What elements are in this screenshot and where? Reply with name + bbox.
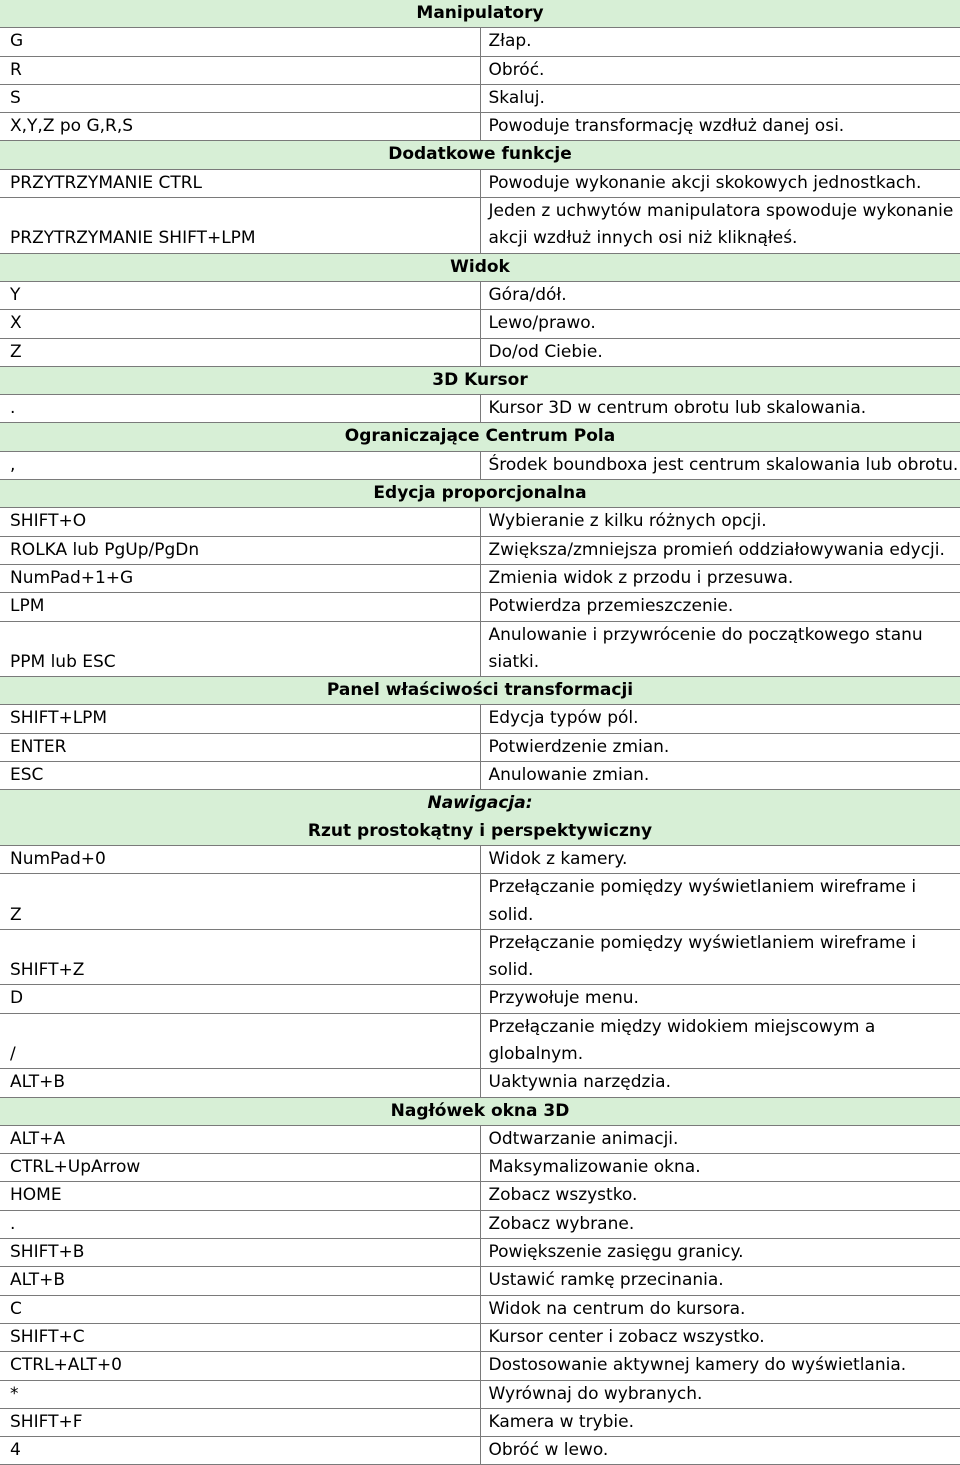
shortcut-description: Anulowanie zmian. xyxy=(480,762,960,790)
shortcut-key: * xyxy=(0,1380,480,1408)
shortcut-key: 4 xyxy=(0,1437,480,1465)
shortcut-row xyxy=(0,1267,960,1295)
shortcut-description: Potwierdza przemieszczenie. xyxy=(480,593,960,621)
shortcut-key: NumPad+0 xyxy=(0,845,480,873)
shortcut-description: Widok z kamery. xyxy=(480,845,960,873)
shortcut-description: Zmienia widok z przodu i przesuwa. xyxy=(480,564,960,592)
shortcut-row xyxy=(0,705,960,733)
section-title: Dodatkowe funkcje xyxy=(0,141,960,169)
shortcut-description: Anulowanie i przywrócenie do początkowego stanu siatki. xyxy=(480,621,960,677)
section-header-row xyxy=(0,366,960,394)
shortcut-row xyxy=(0,985,960,1013)
shortcut-description: Kursor 3D w centrum obrotu lub skalowania. xyxy=(480,395,960,423)
shortcut-row xyxy=(0,1437,960,1465)
shortcut-description: Wyrównaj do wybranych. xyxy=(480,1380,960,1408)
section-title: 3D Kursor xyxy=(0,366,960,394)
shortcut-row xyxy=(0,113,960,141)
shortcut-description: Obróć. xyxy=(480,56,960,84)
shortcut-row xyxy=(0,169,960,197)
shortcut-description: Zwiększa/zmniejsza promień oddziałowywania edycji. xyxy=(480,536,960,564)
shortcut-row xyxy=(0,1323,960,1351)
shortcut-description: Powoduje wykonanie akcji skokowych jednostkach. xyxy=(480,169,960,197)
shortcut-key: SHIFT+F xyxy=(0,1408,480,1436)
shortcut-description: Zobacz wybrane. xyxy=(480,1210,960,1238)
shortcut-description: Środek boundboxa jest centrum skalowania lub obrotu. xyxy=(480,451,960,479)
shortcut-row xyxy=(0,310,960,338)
shortcut-key: ALT+B xyxy=(0,1267,480,1295)
shortcut-description: Jeden z uchwytów manipulatora spowoduje wykonanie akcji wzdłuż innych osi niż kliknąłeś. xyxy=(480,198,960,254)
shortcut-description: Skaluj. xyxy=(480,84,960,112)
shortcut-key: NumPad+1+G xyxy=(0,564,480,592)
shortcut-row xyxy=(0,1210,960,1238)
shortcut-key: ALT+B xyxy=(0,1069,480,1097)
shortcut-row xyxy=(0,1239,960,1267)
section-title: Widok xyxy=(0,253,960,281)
shortcut-row xyxy=(0,28,960,56)
shortcut-row xyxy=(0,845,960,873)
shortcut-key: SHIFT+Z xyxy=(0,929,480,985)
section-title: Manipulatory xyxy=(0,0,960,28)
shortcut-row xyxy=(0,56,960,84)
section-header-row xyxy=(0,677,960,705)
shortcut-description: Potwierdzenie zmian. xyxy=(480,733,960,761)
shortcut-description: Uaktywnia narzędzia. xyxy=(480,1069,960,1097)
section-title: Panel właściwości transformacji xyxy=(0,677,960,705)
section-header-row xyxy=(0,1097,960,1125)
shortcut-row xyxy=(0,762,960,790)
shortcut-key: X,Y,Z po G,R,S xyxy=(0,113,480,141)
shortcut-key: D xyxy=(0,985,480,1013)
shortcut-row xyxy=(0,1182,960,1210)
shortcut-row xyxy=(0,536,960,564)
shortcut-description: Przełączanie pomiędzy wyświetlaniem wireframe i solid. xyxy=(480,874,960,930)
shortcut-row xyxy=(0,281,960,309)
shortcut-key: . xyxy=(0,395,480,423)
shortcut-row xyxy=(0,508,960,536)
shortcut-row xyxy=(0,395,960,423)
shortcut-row xyxy=(0,451,960,479)
shortcut-row xyxy=(0,593,960,621)
shortcut-row xyxy=(0,1408,960,1436)
shortcut-key: R xyxy=(0,56,480,84)
shortcut-row xyxy=(0,1295,960,1323)
shortcut-row xyxy=(0,564,960,592)
shortcut-row xyxy=(0,338,960,366)
shortcut-key: , xyxy=(0,451,480,479)
shortcut-description: Przełączanie między widokiem miejscowym a globalnym. xyxy=(480,1013,960,1069)
shortcut-key: C xyxy=(0,1295,480,1323)
shortcut-key: . xyxy=(0,1210,480,1238)
shortcut-key: ROLKA lub PgUp/PgDn xyxy=(0,536,480,564)
section-header-row xyxy=(0,253,960,281)
shortcut-key: LPM xyxy=(0,593,480,621)
shortcut-key: PRZYTRZYMANIE CTRL xyxy=(0,169,480,197)
shortcut-key: ENTER xyxy=(0,733,480,761)
shortcut-key: ESC xyxy=(0,762,480,790)
shortcut-description: Maksymalizowanie okna. xyxy=(480,1154,960,1182)
shortcut-key: HOME xyxy=(0,1182,480,1210)
shortcut-key: SHIFT+LPM xyxy=(0,705,480,733)
section-title: Edycja proporcjonalna xyxy=(0,480,960,508)
shortcut-key: Y xyxy=(0,281,480,309)
shortcut-description: Złap. xyxy=(480,28,960,56)
shortcut-row xyxy=(0,621,960,677)
section-header-row xyxy=(0,818,960,846)
shortcut-description: Zobacz wszystko. xyxy=(480,1182,960,1210)
shortcut-key: ALT+A xyxy=(0,1125,480,1153)
shortcut-key: SHIFT+C xyxy=(0,1323,480,1351)
shortcut-key: Z xyxy=(0,338,480,366)
section-title: Nagłówek okna 3D xyxy=(0,1097,960,1125)
shortcut-row xyxy=(0,733,960,761)
shortcut-description: Widok na centrum do kursora. xyxy=(480,1295,960,1323)
shortcut-description: Dostosowanie aktywnej kamery do wyświetlania. xyxy=(480,1352,960,1380)
shortcut-description: Odtwarzanie animacji. xyxy=(480,1125,960,1153)
shortcut-key: / xyxy=(0,1013,480,1069)
shortcut-row xyxy=(0,929,960,985)
shortcut-row xyxy=(0,1013,960,1069)
section-header-row xyxy=(0,480,960,508)
shortcut-description: Góra/dół. xyxy=(480,281,960,309)
shortcut-description: Do/od Ciebie. xyxy=(480,338,960,366)
shortcut-description: Powoduje transformację wzdłuż danej osi. xyxy=(480,113,960,141)
shortcut-description: Wybieranie z kilku różnych opcji. xyxy=(480,508,960,536)
shortcut-description: Obróć w lewo. xyxy=(480,1437,960,1465)
shortcut-key: PPM lub ESC xyxy=(0,621,480,677)
shortcut-description: Edycja typów pól. xyxy=(480,705,960,733)
shortcut-description: Lewo/prawo. xyxy=(480,310,960,338)
shortcut-key: X xyxy=(0,310,480,338)
shortcut-row xyxy=(0,1380,960,1408)
shortcut-key: Z xyxy=(0,874,480,930)
shortcut-description: Przełączanie pomiędzy wyświetlaniem wireframe i solid. xyxy=(480,929,960,985)
shortcut-description: Kursor center i zobacz wszystko. xyxy=(480,1323,960,1351)
section-title: Nawigacja: xyxy=(0,790,960,818)
section-header-row xyxy=(0,141,960,169)
shortcut-key: S xyxy=(0,84,480,112)
shortcut-key: PRZYTRZYMANIE SHIFT+LPM xyxy=(0,198,480,254)
section-title: Ograniczające Centrum Pola xyxy=(0,423,960,451)
shortcut-row xyxy=(0,84,960,112)
section-header-row xyxy=(0,423,960,451)
shortcut-row xyxy=(0,1125,960,1153)
shortcut-row xyxy=(0,1069,960,1097)
section-header-row xyxy=(0,0,960,28)
shortcut-row xyxy=(0,874,960,930)
shortcut-key: SHIFT+O xyxy=(0,508,480,536)
shortcut-description: Ustawić ramkę przecinania. xyxy=(480,1267,960,1295)
section-title: Rzut prostokątny i perspektywiczny xyxy=(0,818,960,846)
shortcut-key: SHIFT+B xyxy=(0,1239,480,1267)
shortcut-row xyxy=(0,1352,960,1380)
shortcut-key: G xyxy=(0,28,480,56)
section-header-row xyxy=(0,790,960,818)
shortcut-row xyxy=(0,198,960,254)
shortcut-key: CTRL+UpArrow xyxy=(0,1154,480,1182)
shortcut-description: Powiększenie zasięgu granicy. xyxy=(480,1239,960,1267)
shortcut-key: CTRL+ALT+0 xyxy=(0,1352,480,1380)
shortcut-description: Kamera w trybie. xyxy=(480,1408,960,1436)
shortcut-row xyxy=(0,1154,960,1182)
shortcut-description: Przywołuje menu. xyxy=(480,985,960,1013)
